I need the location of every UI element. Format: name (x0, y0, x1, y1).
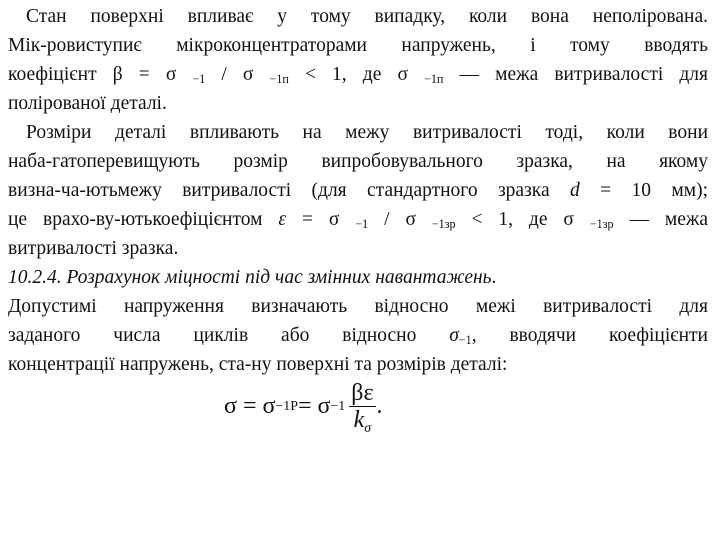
paragraph-1-line-1: Стан поверхні впливає у тому випадку, коли вона неполірована. (26, 6, 708, 27)
formula-period: . (376, 393, 383, 419)
text-run: = 10 мм); (579, 180, 708, 201)
text-run: це врахо-ву-ютькоефіцієнтом (8, 209, 279, 230)
paragraph-1-line-3 (8, 60, 708, 89)
paragraph-2-line-1: Розміри деталі впливають на межу витривалості тоді, коли вони (26, 122, 708, 143)
paragraph-3-line-1: Допустимі напруження визначають відносно межі витривалості для (8, 296, 708, 317)
paragraph-3-line-2 (8, 321, 708, 350)
subscript: −1зр (589, 217, 614, 232)
text-run: — межа витривалості для (443, 64, 708, 85)
paragraph-2-line-2: наба-гатоперевищують розмір випробовувального зразка, на якому (8, 151, 708, 172)
section-heading (8, 263, 708, 292)
subscript: −1п (424, 72, 444, 87)
fraction-denominator (352, 407, 374, 436)
variable-d: d (570, 180, 580, 201)
epsilon-symbol: ε (278, 209, 287, 230)
subscript: −1 (192, 72, 206, 87)
text-run: визна-ча-ютьмежу витривалості (для стандартного зразка (8, 180, 570, 201)
stress-formula: σ = σ −1P = σ −1 $\frac{\beta\varepsilon}{k_\sigma}$ . (224, 380, 383, 436)
paragraph-1-line-4: полірованої деталі. (8, 93, 167, 114)
text-run: < 1, де σ (455, 209, 590, 230)
subscript: −1зр (431, 217, 456, 232)
denominator-subscript: σ (364, 420, 372, 436)
text-run: заданого числа циклів або відносно (8, 325, 450, 346)
heading-period: . (491, 267, 497, 288)
subscript: −1 (458, 333, 472, 348)
paragraph-2-line-5: витривалості зразка. (8, 238, 179, 259)
text-run: < 1, де σ (288, 64, 425, 85)
text-run: / σ (368, 209, 432, 230)
paragraph-1-line-2: Мік-ровиступиє мікроконцентраторами напружень, і тому вводять (8, 35, 708, 56)
text-run: , вводячи коефіцієнти (471, 325, 708, 346)
formula-mid: = σ (297, 393, 331, 419)
heading-text: 10.2.4. Розрахунок міцності під час змінних навантажень (8, 267, 492, 288)
document-body (8, 2, 708, 379)
formula-lhs: σ = σ (224, 393, 276, 419)
text-run: = σ (286, 209, 356, 230)
text-run: — межа (613, 209, 708, 230)
paragraph-3-line-3: концентрації напружень, ста-ну поверхні та розмірів деталі: (8, 354, 508, 375)
fraction-numerator: βε (351, 380, 374, 406)
sigma-symbol: σ (449, 325, 459, 346)
paragraph-2-line-3 (8, 176, 708, 205)
subscript: −1 (355, 217, 369, 232)
denominator-k: k (353, 407, 365, 433)
text-run: коефіцієнт β = σ (8, 64, 193, 85)
formula-fraction (349, 380, 375, 436)
paragraph-2-line-4 (8, 205, 708, 234)
subscript: −1п (269, 72, 289, 87)
text-run: / σ (205, 64, 270, 85)
